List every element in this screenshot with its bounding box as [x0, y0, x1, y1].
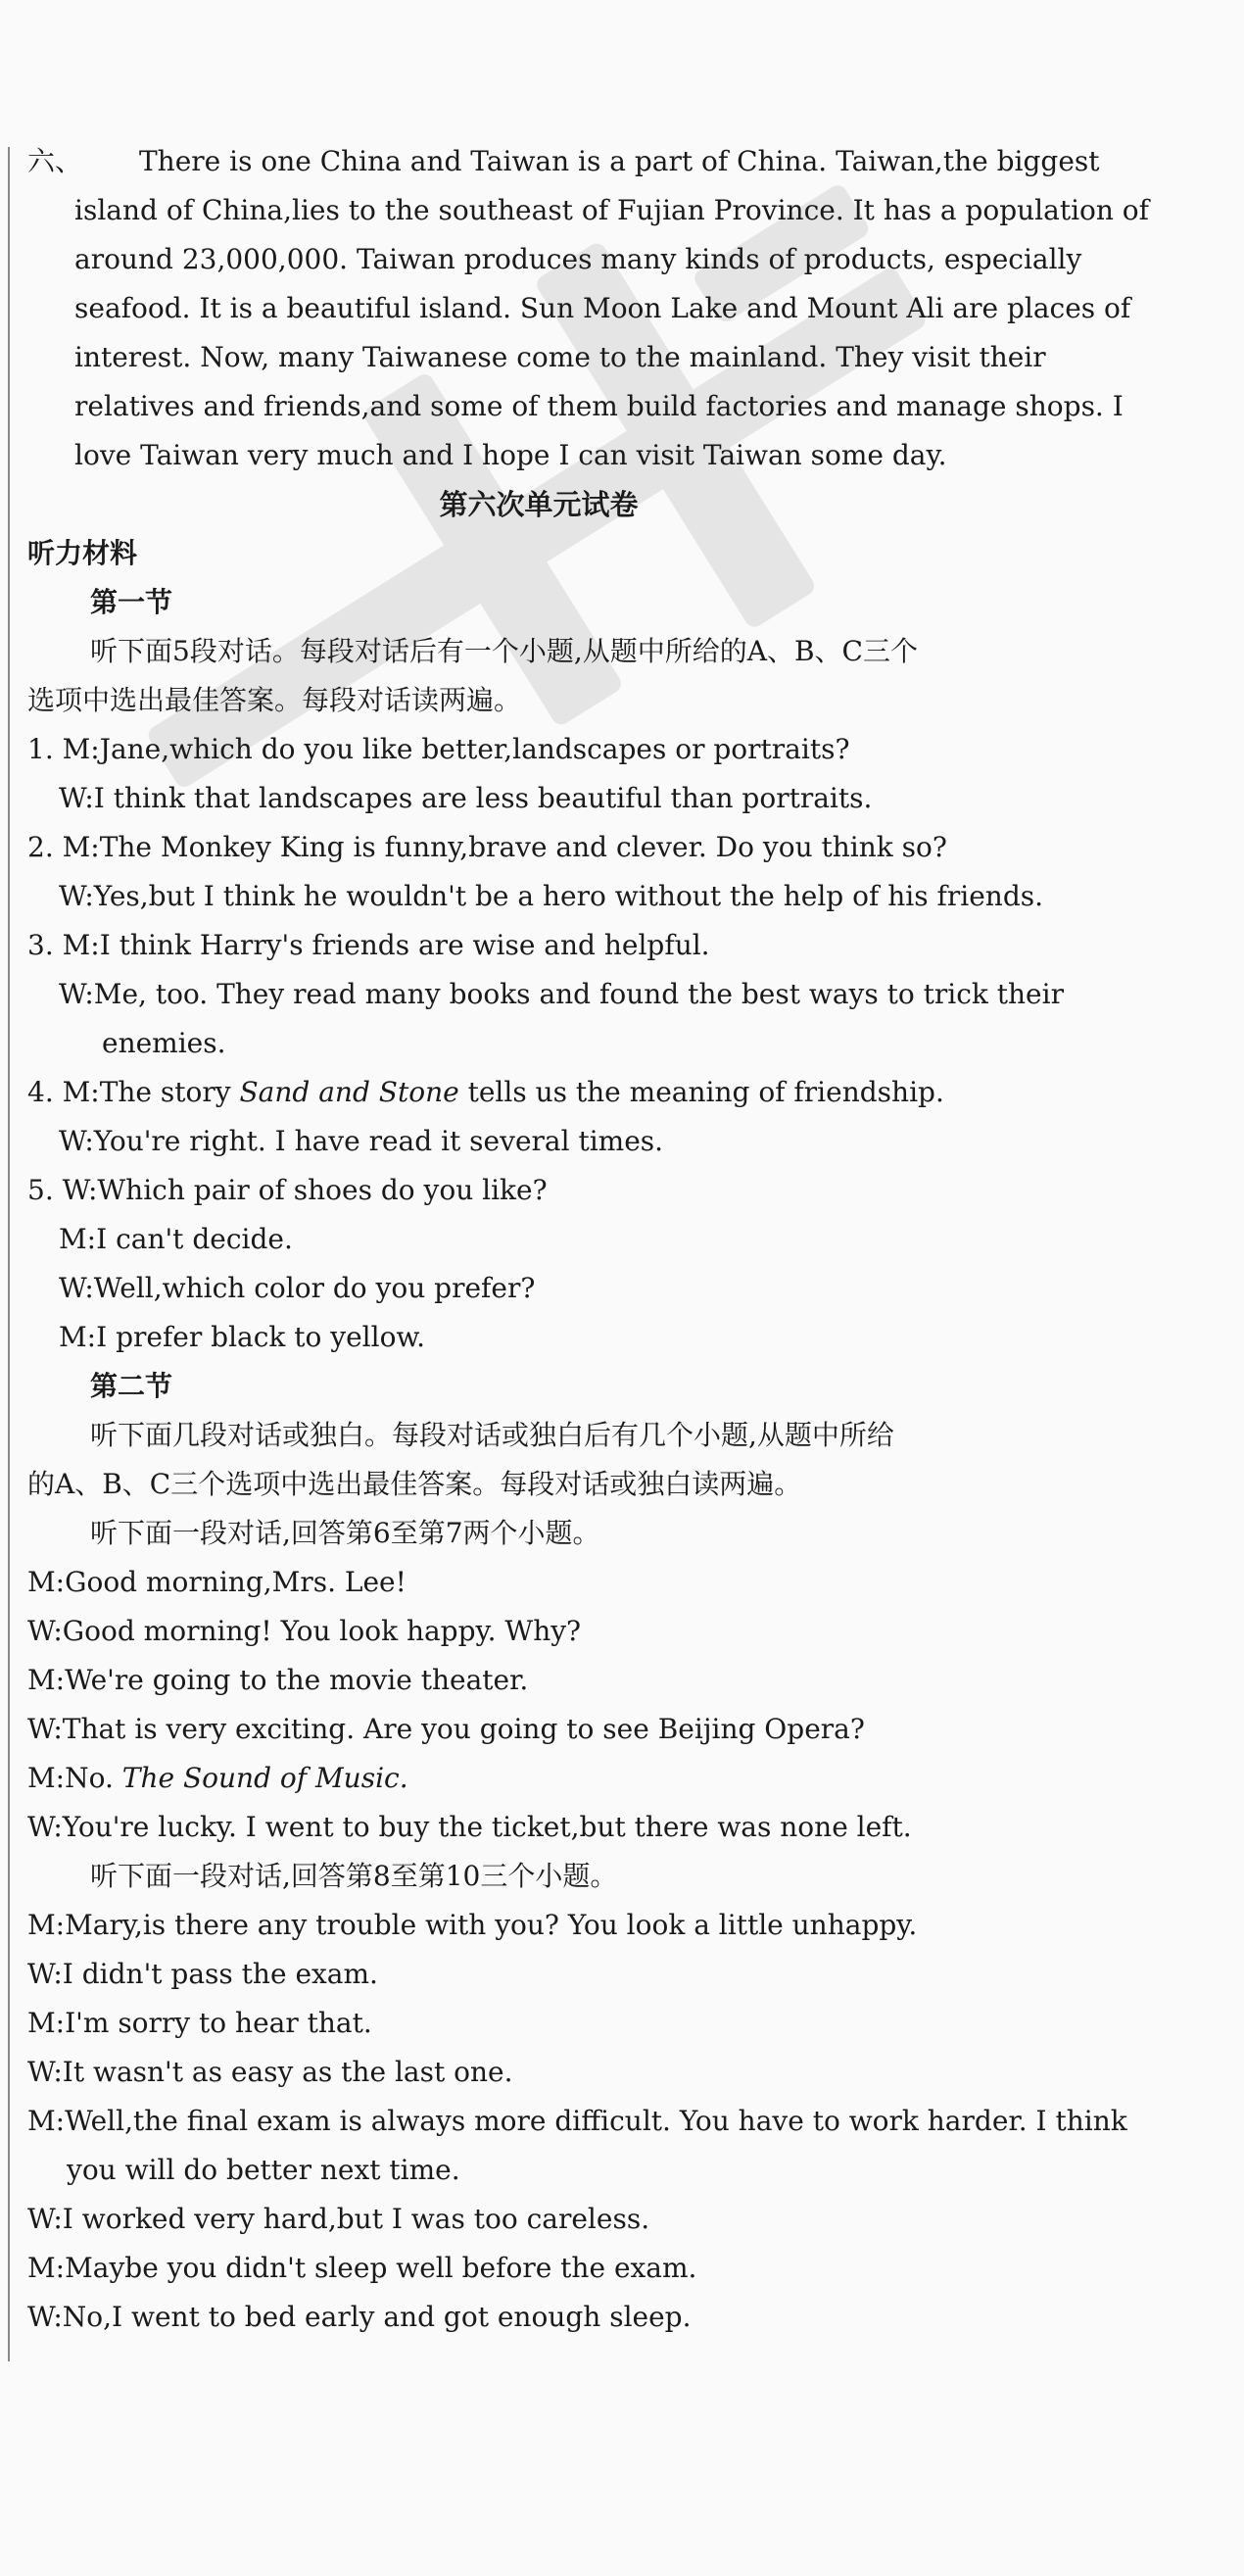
dialog1-line-5-title: The Sound of Music. — [121, 1762, 408, 1794]
passage-line-3: around 23,000,000. Taiwan produces many kinds of products, especially — [74, 243, 1082, 275]
q5-w-2: W:Well,which color do you prefer? — [59, 1272, 536, 1304]
q4-m-title: Sand and Stone — [239, 1076, 459, 1108]
margin-line — [8, 147, 10, 2361]
dialog2-line-8: W:No,I went to bed early and got enough sleep. — [27, 2301, 692, 2333]
dialog2-line-6: W:I worked very hard,but I was too careless. — [27, 2203, 650, 2235]
q3-w-cont: enemies. — [102, 1027, 226, 1059]
dialog2-line-1: M:Mary,is there any trouble with you? You look a little unhappy. — [27, 1909, 918, 1941]
passage-line-5: interest. Now, many Taiwanese come to the mainland. They visit their — [74, 341, 1046, 373]
section-number: 六、 — [27, 145, 83, 177]
q4-w: W:You're right. I have read it several times. — [59, 1125, 664, 1157]
q5-w: 5. W:Which pair of shoes do you like? — [27, 1174, 548, 1206]
listening-heading: 听力材料 — [27, 537, 138, 569]
dialog1-line-1: M:Good morning,Mrs. Lee! — [27, 1566, 407, 1598]
q5-m-1: M:I can't decide. — [59, 1223, 293, 1255]
passage-line-7: love Taiwan very much and I hope I can visit Taiwan some day. — [74, 439, 947, 471]
dialog1-intro: 听下面一段对话,回答第6至第7两个小题。 — [90, 1517, 600, 1549]
test-title: 第六次单元试卷 — [439, 488, 639, 521]
dialog2-intro: 听下面一段对话,回答第8至第10三个小题。 — [90, 1860, 618, 1892]
dialog2-line-2: W:I didn't pass the exam. — [27, 1958, 378, 1990]
dialog1-line-4: W:That is very exciting. Are you going to see Beijing Opera? — [27, 1713, 865, 1745]
passage-line-1: There is one China and Taiwan is a part of China. Taiwan,the biggest — [139, 145, 1100, 177]
q2-m: 2. M:The Monkey King is funny,brave and clever. Do you think so? — [27, 831, 947, 863]
dialog1-line-5 — [27, 1759, 408, 1798]
q3-m: 3. M:I think Harry's friends are wise and helpful. — [27, 929, 710, 961]
part1-heading: 第一节 — [90, 586, 173, 618]
q1-w: W:I think that landscapes are less beautiful than portraits. — [59, 782, 873, 814]
passage-line-2: island of China,lies to the southeast of Fujian Province. It has a population of — [74, 194, 1150, 226]
dialog1-line-6: W:You're lucky. I went to buy the ticket,but there was none left. — [27, 1811, 912, 1843]
dialog2-line-5: M:Well,the final exam is always more difficult. You have to work harder. I think — [27, 2105, 1127, 2137]
dialog1-line-5-speaker: M:No. — [27, 1762, 114, 1794]
dialog2-line-5-cont: you will do better next time. — [67, 2154, 460, 2186]
dialog1-line-2: W:Good morning! You look happy. Why? — [27, 1615, 582, 1647]
passage-line-4: seafood. It is a beautiful island. Sun Moon Lake and Mount Ali are places of — [74, 292, 1131, 324]
q4-m — [27, 1073, 944, 1112]
dialog2-line-7: M:Maybe you didn't sleep well before the exam. — [27, 2252, 697, 2284]
part1-instruction-2: 选项中选出最佳答案。每段对话读两遍。 — [27, 684, 522, 716]
q3-w: W:Me, too. They read many books and found the best ways to trick their — [59, 978, 1064, 1010]
part2-heading: 第二节 — [90, 1370, 173, 1402]
q5-m-2: M:I prefer black to yellow. — [59, 1321, 425, 1353]
dialog2-line-4: W:It wasn't as easy as the last one. — [27, 2056, 513, 2088]
q4-m-part2: tells us the meaning of friendship. — [467, 1076, 944, 1108]
dialog1-line-3: M:We're going to the movie theater. — [27, 1664, 529, 1696]
q1-m: 1. M:Jane,which do you like better,landscapes or portraits? — [27, 733, 850, 765]
passage-line-6: relatives and friends,and some of them build factories and manage shops. I — [74, 390, 1124, 422]
part2-instruction-1: 听下面几段对话或独白。每段对话或独白后有几个小题,从题中所给 — [90, 1419, 894, 1451]
q2-w: W:Yes,but I think he wouldn't be a hero without the help of his friends. — [59, 880, 1044, 912]
dialog2-line-3: M:I'm sorry to hear that. — [27, 2007, 372, 2039]
q4-m-part1: 4. M:The story — [27, 1076, 231, 1108]
part1-instruction-1: 听下面5段对话。每段对话后有一个小题,从题中所给的A、B、C三个 — [90, 635, 918, 667]
part2-instruction-2: 的A、B、C三个选项中选出最佳答案。每段对话或独白读两遍。 — [27, 1468, 802, 1500]
